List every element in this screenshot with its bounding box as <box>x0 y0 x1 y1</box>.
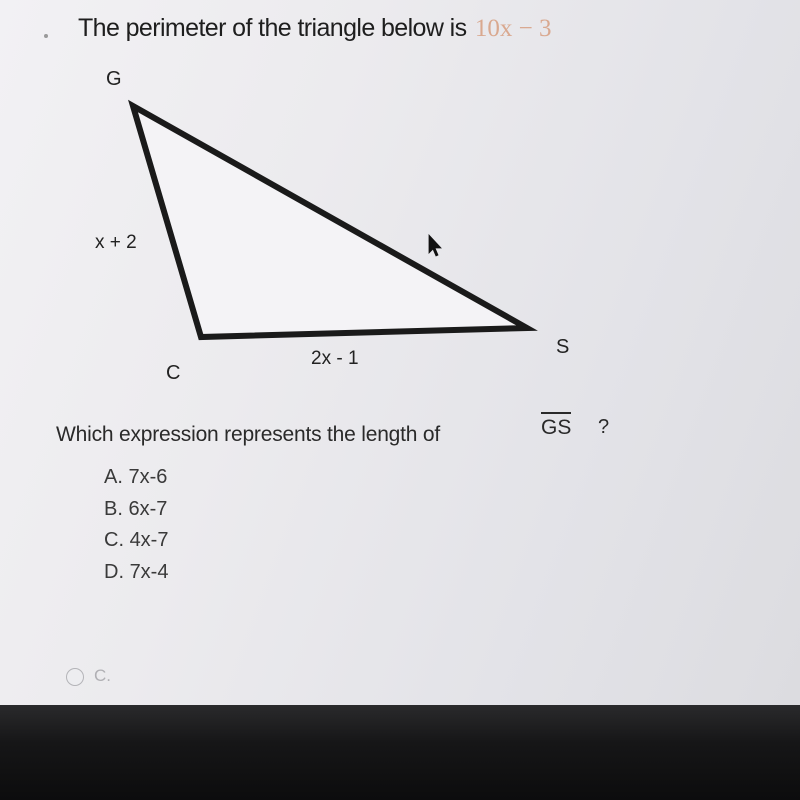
option-text: 7x-4 <box>129 560 169 583</box>
option-letter: C. <box>104 529 124 551</box>
option-c <box>104 525 168 557</box>
side-label-gc: x + 2 <box>95 232 137 253</box>
segment-gs: GS <box>541 412 571 438</box>
prompt-text: Which expression represents the length of <box>56 423 441 446</box>
monitor-bezel <box>0 705 800 800</box>
option-list <box>104 462 168 588</box>
option-b <box>104 494 168 526</box>
option-letter: D. <box>104 560 124 583</box>
perimeter-expression: 10x − 3 <box>474 15 552 42</box>
triangle-gcs <box>133 106 527 337</box>
option-letter: A. <box>104 466 123 488</box>
option-text: 4x-7 <box>129 529 169 551</box>
vertex-label-s: S <box>556 336 570 358</box>
vertex-label-g: G <box>106 68 122 90</box>
option-text: 6x-7 <box>128 497 168 520</box>
option-a <box>104 462 168 494</box>
vertex-label-c: C <box>166 362 181 384</box>
answer-label[interactable]: C. <box>94 666 111 685</box>
side-label-cs: 2x - 1 <box>311 348 359 369</box>
question-title-text: The perimeter of the triangle below is <box>78 14 467 42</box>
option-letter: B. <box>104 497 123 520</box>
option-text: 7x-6 <box>128 466 168 488</box>
mouse-pointer-icon <box>429 235 441 256</box>
radio-circle-icon[interactable] <box>66 668 84 686</box>
option-d <box>104 557 168 589</box>
prompt-question-mark: ? <box>598 416 610 438</box>
